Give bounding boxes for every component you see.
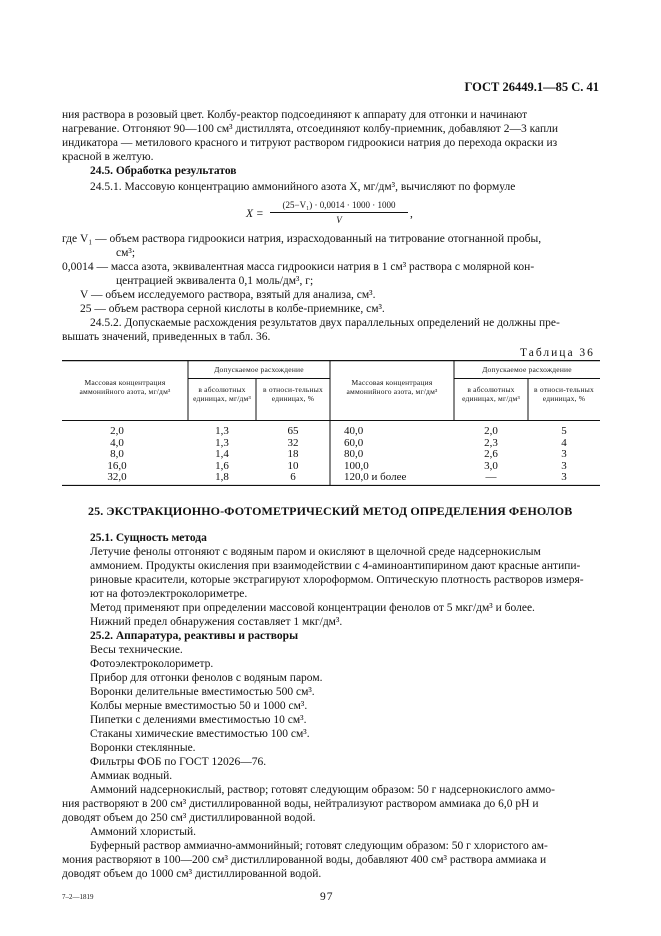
definition-0014-cont: центрацией эквивалента 0,1 моль/дм³, г; [116,275,314,287]
definition-v1: где V₁ — объем раствора гидроокиси натрия, израсходованный на титрование отогнанной пробы, [62,233,542,245]
list-item: Аммиак водный. [90,770,173,782]
text-line: риновые красители, которые экстрагируют хлороформом. Оптическую плотность растворов измеря- [90,574,584,586]
list-item: Пипетки с делениями вместимостью 10 см³. [90,714,307,726]
table-cell: 8,0 [110,448,124,460]
text-line: Метод применяют при определении массовой концентрации фенолов от 5 мкг/дм³ и более. [90,602,535,614]
text-line: доводят объем до 1000 см³ дистиллированной водой. [62,868,322,880]
list-item: Фотоэлектроколориметр. [90,658,214,670]
text-line: ния растворяют в 200 см³ дистиллированной воды, нейтрализуют раствором аммиака до 6,0 рН и [62,798,539,810]
table-cell: 1,4 [215,448,229,460]
table-cell: 65 [287,425,299,437]
page-number: 97 [320,891,334,903]
text-line: Нижний предел обнаружения составляет 1 мкг/дм³. [90,616,343,628]
table-cell: 3 [561,459,567,472]
table-header-concentration: Массовая концентрация аммонийного азота, мг/дм³ [79,378,171,396]
definition-0014: 0,0014 — масса азота, эквивалентная масса гидроокиси натрия в 1 см³ раствора с молярной кон- [62,261,535,273]
formula-fraction-bar [270,212,408,213]
list-item: Прибор для отгонки фенолов с водяным паром. [90,672,323,684]
list-item: Фильтры ФОБ по ГОСТ 12026—76. [90,756,267,768]
text-line: Буферный раствор аммиачно-аммонийный; готовят следующим образом: 50 г хлористого ам- [90,840,548,852]
list-item: Воронки делительные вместимостью 500 см³. [90,686,315,698]
table-caption: Таблица 36 [520,347,595,359]
formula-tail: , [410,208,413,220]
list-item: Колбы мерные вместимостью 50 и 1000 см³. [90,700,308,712]
text-line: ния раствора в розовый цвет. Колбу-реактор подсоединяют к аппарату для отгонки и начинают [62,109,528,121]
table-cell: 1,8 [215,471,229,483]
section-heading-25: 25. ЭКСТРАКЦИОННО-ФОТОМЕТРИЧЕСКИЙ МЕТОД ОПРЕДЕЛЕНИЯ ФЕНОЛОВ [88,504,573,518]
definition-v: V — объем исследуемого раствора, взятый для анализа, см³. [80,289,376,301]
text-line: ют на фотоэлектроколориметре. [90,588,248,600]
table-cell: 3,0 [484,459,498,472]
table-cell: 2,6 [484,448,498,460]
table-header-relative: в относи-тельных единицах, % [263,385,323,403]
table-cell: 18 [287,448,299,460]
table-cell: 2,3 [484,436,498,449]
footer-print-code: 7–2—1819 [62,893,94,901]
paragraph-24-5-2-cont: вышать значений, приведенных в табл. 36. [62,331,271,343]
table-cell: 3 [561,448,567,460]
list-item: Аммоний хлористый. [90,826,196,838]
list-item: Стаканы химические вместимостью 100 см³. [90,728,310,740]
list-item: Воронки стеклянные. [90,742,196,754]
table-header-absolute: в абсолютных единицах, мг/дм³ [193,385,251,403]
table-cell: 1,3 [215,425,229,437]
table-cell: 1,6 [215,459,229,472]
formula [246,200,446,232]
table-header-allowed-diff-2: Допускаемое расхождение [482,365,572,374]
table-header-concentration-2: Массовая концентрация аммонийного азота, мг/дм³ [346,378,438,396]
table-cell: 1,3 [215,436,229,449]
table-cell: 2,0 [110,425,124,437]
table-cell: 40,0 [344,425,364,437]
paragraph-24-5-1: 24.5.1. Массовую концентрацию аммонийного азота X, мг/дм³, вычисляют по формуле [90,181,516,193]
text-line: доводят объем до 250 см³ дистиллированной водой. [62,812,316,824]
definition-v1-cont: см³; [116,247,136,259]
table-cell: 4 [561,436,567,449]
section-heading-25-2: 25.2. Аппаратура, реактивы и растворы [90,630,299,642]
text-line: индикатора — метилового красного и титруют раствором гидроокиси натрия до перехода окраски из [62,137,558,149]
table-cell: — [485,471,497,483]
table-cell: 60,0 [344,436,364,449]
text-line: нагревание. Отгоняют 90—100 см³ дистиллята, отсоединяют колбу-приемник, добавляют 2—3 капли [62,123,558,135]
table-cell: 10 [287,459,299,472]
text-line: красной в желтую. [62,151,154,163]
table-cell: 16,0 [107,459,127,472]
table-header-allowed-diff: Допускаемое расхождение [214,365,304,374]
text-line: Летучие фенолы отгоняют с водяным паром и окисляют в щелочной среде надсернокислым [90,546,541,558]
table-cell: 32 [287,436,299,449]
definition-25: 25 — объем раствора серной кислоты в колбе-приемнике, см³. [80,303,385,315]
formula-numerator: (25−V₁) · 0,0014 · 1000 · 1000 [282,200,396,210]
table-cell: 3 [561,471,567,483]
table-cell: 6 [290,471,296,483]
table-cell: 5 [561,425,567,437]
list-item: Весы технические. [90,644,183,656]
table-cell: 32,0 [107,471,127,483]
section-heading-25-1: 25.1. Сущность метода [90,532,207,544]
table-cell: 80,0 [344,448,364,460]
text-line: аммонием. Продукты окисления при взаимодействии с 4-аминоантипирином дают красные антипи- [90,560,581,572]
paragraph-24-5-2: 24.5.2. Допускаемые расхождения результатов двух параллельных определений не должны пре- [90,317,560,329]
section-heading-24-5: 24.5. Обработка результатов [90,165,237,177]
table-header-relative-2: в относи-тельных единицах, % [534,385,594,403]
table-cell: 2,0 [484,425,498,437]
table-cell: 4,0 [110,436,124,449]
formula-denominator: V [336,215,342,225]
table-cell: 100,0 [344,459,369,472]
text-line: Аммоний надсернокислый, раствор; готовят следующим образом: 50 г надсернокислого аммо- [90,784,555,796]
text-line: мония растворяют в 100—200 см³ дистиллированной воды, добавляют 400 см³ раствора аммиака и [62,854,547,866]
formula-lhs: X = [246,208,264,220]
table-36 [62,360,600,486]
table-cell: 120,0 и более [344,471,407,483]
page-header-code: ГОСТ 26449.1—85 С. 41 [464,80,599,94]
table-header-absolute-2: в абсолютных единицах, мг/дм³ [462,385,520,403]
